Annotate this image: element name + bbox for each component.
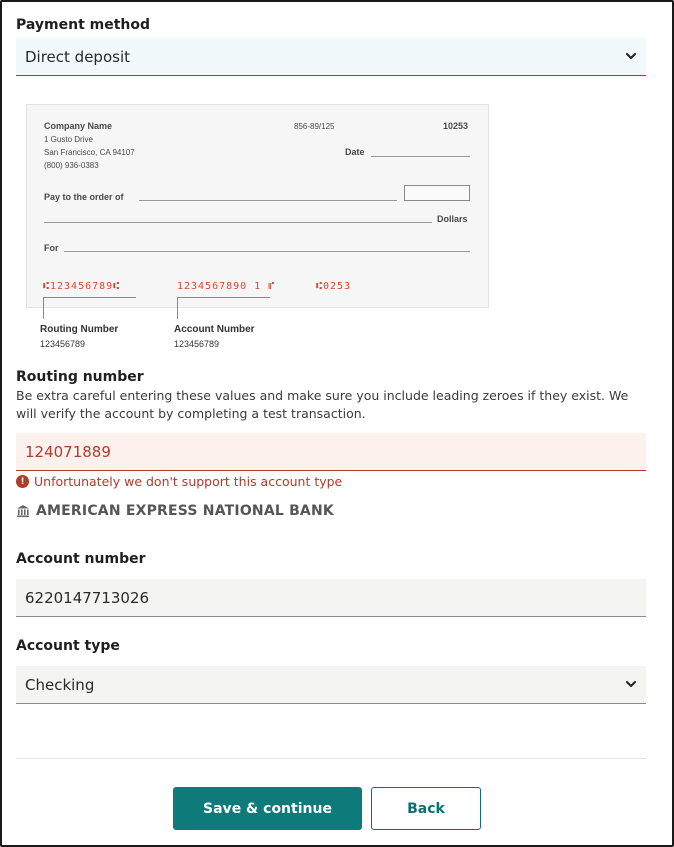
payment-method-select[interactable] <box>16 38 646 76</box>
routing-error-message <box>16 474 342 489</box>
account-number-caption: Account Number <box>174 324 255 335</box>
account-number-sample: 123456789 <box>174 339 220 349</box>
check-dollars-line <box>44 222 432 223</box>
account-type-label: Account type <box>16 638 120 654</box>
routing-number-sample: 123456789 <box>40 339 86 349</box>
bank-name-row <box>16 503 334 519</box>
routing-error-text: Unfortunately we don't support this account type <box>34 474 343 489</box>
account-type-select[interactable] <box>16 666 646 704</box>
chevron-down-icon <box>624 49 638 63</box>
account-number-value: 6220147713026 <box>25 588 150 607</box>
bank-name: AMERICAN EXPRESS NATIONAL BANK <box>36 503 334 519</box>
back-button[interactable]: Back <box>371 787 481 830</box>
routing-help-text: Be extra careful entering these values and make sure you include leading zeroes if they exist. We will verify the account by completing a test transaction. <box>16 388 629 421</box>
check-amount-box <box>404 185 470 201</box>
check-fraction-code: 856-89/125 <box>294 122 335 131</box>
check-payee-line <box>139 200 397 201</box>
check-micr-check-number: ⑆0253 <box>316 281 352 292</box>
check-phone: (800) 936-0383 <box>44 161 99 170</box>
bank-icon <box>16 504 30 518</box>
chevron-down-icon <box>624 677 638 691</box>
check-number: 10253 <box>443 121 469 131</box>
payment-method-label: Payment method <box>16 17 151 33</box>
check-for-label: For <box>44 243 59 253</box>
check-address-line1: 1 Gusto Drive <box>44 135 93 144</box>
routing-number-input[interactable] <box>16 433 646 471</box>
routing-leader-line <box>43 297 44 319</box>
routing-number-value: 124071889 <box>25 442 111 461</box>
alert-circle-icon: ! <box>16 475 29 488</box>
check-address-line2: San Francisco, CA 94107 <box>44 148 135 157</box>
check-date-line <box>371 156 470 157</box>
check-pay-to-label: Pay to the order of <box>44 192 124 202</box>
payment-method-value: Direct deposit <box>25 47 130 66</box>
account-leader-line <box>177 297 178 319</box>
account-number-input[interactable] <box>16 579 646 617</box>
check-date-label: Date <box>345 147 365 157</box>
account-number-label: Account number <box>16 551 146 567</box>
routing-bracket <box>44 297 136 298</box>
check-illustration <box>26 104 489 308</box>
routing-number-caption: Routing Number <box>40 324 119 335</box>
check-micr-routing: ⑆123456789⑆ <box>43 281 121 292</box>
footer-divider <box>16 758 646 759</box>
save-continue-button[interactable]: Save & continue <box>173 787 362 830</box>
check-dollars-label: Dollars <box>437 214 468 224</box>
account-type-value: Checking <box>25 675 95 694</box>
check-company-name: Company Name <box>44 121 113 131</box>
check-micr-account: 1234567890 1 ⑈ <box>177 281 276 292</box>
routing-number-label: Routing number <box>16 369 144 385</box>
check-memo-line <box>64 251 470 252</box>
account-bracket <box>178 297 270 298</box>
